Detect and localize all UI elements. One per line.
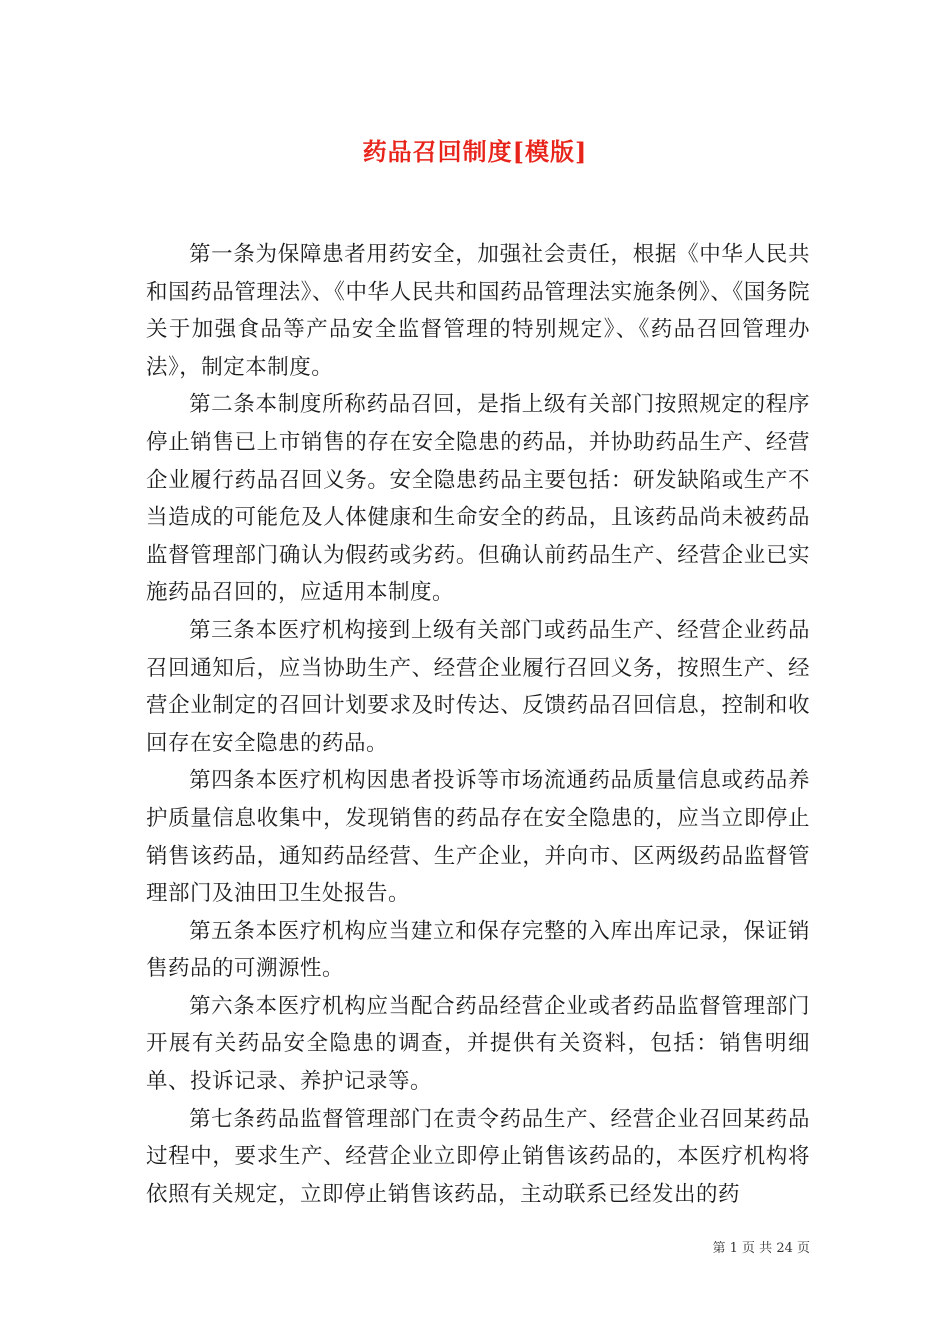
document-body: [146, 236, 810, 1213]
article-2-paragraph: 第二条本制度所称药品召回，是指上级有关部门按照规定的程序停止销售已上市销售的存在安全隐患的药品，并协助药品生产、经营企业履行药品召回义务。安全隐患药品主要包括：研发缺陷或生产不当造成的可能危及人体健康和生命安全的药品，且该药品尚未被药品监督管理部门确认为假药或劣药。但确认前药品生产、经营企业已实施药品召回的，应适用本制度。: [146, 392, 810, 606]
article-5-paragraph: 第五条本医疗机构应当建立和保存完整的入库出库记录，保证销售药品的可溯源性。: [146, 918, 810, 982]
article-4-paragraph: 第四条本医疗机构因患者投诉等市场流通药品质量信息或药品养护质量信息收集中，发现销售的药品存在安全隐患的，应当立即停止销售该药品，通知药品经营、生产企业，并向市、区两级药品监督管理部门及油田卫生处报告。: [146, 768, 810, 907]
document-title: 药品召回制度[模版]: [362, 137, 588, 166]
article-1-paragraph: 第一条为保障患者用药安全，加强社会责任，根据《中华人民共和国药品管理法》、《中华人民共和国药品管理法实施条例》、《国务院关于加强食品等产品安全监督管理的特别规定》、《药品召回管理办法》，制定本制度。: [146, 242, 810, 380]
article-6-paragraph: 第六条本医疗机构应当配合药品经营企业或者药品监督管理部门开展有关药品安全隐患的调查，并提供有关资料，包括：销售明细单、投诉记录、养护记录等。: [146, 993, 810, 1095]
article-3-paragraph: 第三条本医疗机构接到上级有关部门或药品生产、经营企业药品召回通知后，应当协助生产、经营企业履行召回义务，按照生产、经营企业制定的召回计划要求及时传达、反馈药品召回信息，控制和收回存在安全隐患的药品。: [146, 617, 810, 756]
article-7-paragraph: 第七条药品监督管理部门在责令药品生产、经营企业召回某药品过程中，要求生产、经营企业立即停止销售该药品的，本医疗机构将依照有关规定，立即停止销售该药品，主动联系已经发出的药: [146, 1106, 810, 1207]
page-number-footer: 第 1 页 共 24 页: [712, 1241, 810, 1256]
